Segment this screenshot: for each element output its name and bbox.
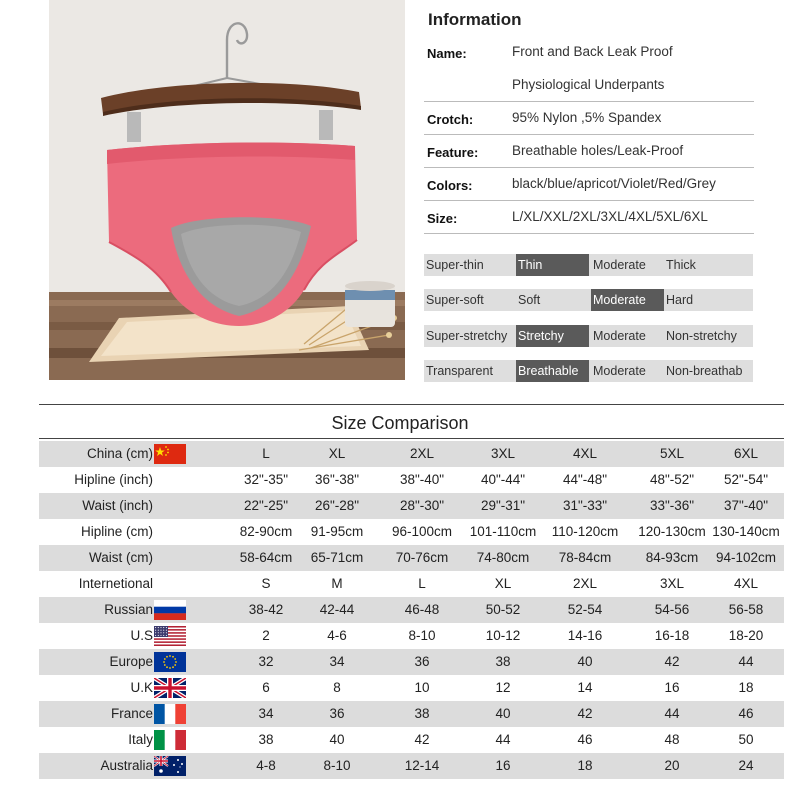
table-cell: 16 <box>495 758 511 773</box>
colors-value: black/blue/apricot/Violet/Red/Grey <box>512 176 716 191</box>
table-cell: 4-6 <box>327 628 347 643</box>
table-cell: 46 <box>738 706 754 721</box>
table-cell: 50 <box>738 732 754 747</box>
row-label: Europe <box>109 654 153 669</box>
attribute-scale <box>424 325 753 347</box>
table-cell: M <box>331 576 343 591</box>
table-cell: 70-76cm <box>395 550 449 565</box>
table-cell: 31"-33" <box>562 498 608 513</box>
name-value-line2: Physiological Underpants <box>512 77 665 92</box>
italy-flag-icon <box>154 730 186 750</box>
scale-option: Super-soft <box>426 293 484 307</box>
row-label: Hipline (inch) <box>74 472 153 487</box>
scale-option: Transparent <box>426 364 493 378</box>
table-row <box>39 597 784 623</box>
china-flag-icon <box>154 444 186 464</box>
row-label: Russian <box>104 602 153 617</box>
uk-flag-icon <box>154 678 186 698</box>
crotch-label: Crotch: <box>427 112 474 127</box>
scale-option-selected: Moderate <box>591 289 664 311</box>
table-cell: 40"-44" <box>480 472 526 487</box>
table-cell: 26"-28" <box>314 498 360 513</box>
table-cell: 10-12 <box>485 628 521 643</box>
table-cell: 16 <box>664 680 680 695</box>
table-cell: 120-130cm <box>638 524 706 539</box>
table-cell: 44 <box>738 654 754 669</box>
scale-option: Soft <box>518 293 541 307</box>
table-row <box>39 753 784 779</box>
table-cell: XL <box>328 446 346 461</box>
table-row <box>39 493 784 519</box>
table-row <box>39 675 784 701</box>
info-divider <box>424 200 754 201</box>
table-cell: 38 <box>258 732 274 747</box>
table-cell: 29"-31" <box>480 498 526 513</box>
scale-option: Non-breathab <box>666 364 743 378</box>
usa-flag-icon <box>154 626 186 646</box>
table-cell: 3XL <box>490 446 516 461</box>
table-cell: 4-8 <box>256 758 276 773</box>
table-row <box>39 649 784 675</box>
table-cell: 20 <box>664 758 680 773</box>
feature-value: Breathable holes/Leak-Proof <box>512 143 684 158</box>
scale-option: Super-thin <box>426 258 484 272</box>
table-cell: 38-42 <box>248 602 284 617</box>
table-cell: 50-52 <box>485 602 521 617</box>
table-cell: 42 <box>414 732 430 747</box>
table-cell: 36 <box>414 654 430 669</box>
row-label: France <box>110 706 153 721</box>
table-row <box>39 519 784 545</box>
table-cell: XL <box>494 576 512 591</box>
info-divider <box>424 134 754 135</box>
table-cell: 40 <box>495 706 511 721</box>
table-cell: 91-95cm <box>310 524 364 539</box>
table-cell: 6XL <box>733 446 759 461</box>
table-row <box>39 727 784 753</box>
table-cell: 46 <box>577 732 593 747</box>
product-photo <box>49 0 405 380</box>
table-cell: 48 <box>664 732 680 747</box>
table-cell: 32 <box>258 654 274 669</box>
scale-option: Hard <box>666 293 694 307</box>
info-divider <box>424 167 754 168</box>
row-label: U.K <box>130 680 153 695</box>
table-cell: S <box>261 576 271 591</box>
table-cell: 12 <box>495 680 511 695</box>
table-cell: 4XL <box>733 576 759 591</box>
row-label: Australia <box>100 758 153 773</box>
table-cell: 18-20 <box>728 628 764 643</box>
scale-option: Thick <box>666 258 696 272</box>
table-row <box>39 441 784 467</box>
table-cell: 18 <box>738 680 754 695</box>
attribute-scale <box>424 360 753 382</box>
table-row <box>39 467 784 493</box>
scale-option-selected: Breathable <box>516 360 589 382</box>
row-label: U.S <box>130 628 153 643</box>
table-cell: 52-54 <box>567 602 603 617</box>
table-cell: 65-71cm <box>310 550 364 565</box>
table-cell: 48"-52" <box>649 472 695 487</box>
table-cell: 110-120cm <box>551 524 619 539</box>
table-cell: 22"-25" <box>243 498 289 513</box>
australia-flag-icon <box>154 756 186 776</box>
table-cell: 38 <box>414 706 430 721</box>
row-label: Italy <box>128 732 153 747</box>
scale-option: Moderate <box>593 364 646 378</box>
info-divider <box>424 101 754 102</box>
table-cell: 36"-38" <box>314 472 360 487</box>
size-label: Size: <box>427 211 458 226</box>
size-value: L/XL/XXL/2XL/3XL/4XL/5XL/6XL <box>512 209 708 224</box>
table-cell: 34 <box>329 654 345 669</box>
table-cell: 5XL <box>659 446 685 461</box>
table-cell: 56-58 <box>728 602 764 617</box>
table-cell: 44"-48" <box>562 472 608 487</box>
row-label: Hipline (cm) <box>80 524 153 539</box>
table-cell: 32"-35" <box>243 472 289 487</box>
table-cell: 8-10 <box>408 628 436 643</box>
table-cell: 24 <box>738 758 754 773</box>
table-cell: 6 <box>262 680 270 695</box>
row-label: Waist (inch) <box>82 498 153 513</box>
table-cell: 94-102cm <box>715 550 777 565</box>
table-row <box>39 545 784 571</box>
name-value-line1: Front and Back Leak Proof <box>512 44 673 59</box>
colors-label: Colors: <box>427 178 473 193</box>
eu-flag-icon <box>154 652 186 672</box>
scale-option: Super-stretchy <box>426 329 508 343</box>
table-cell: 37"-40" <box>723 498 769 513</box>
attribute-scale <box>424 289 753 311</box>
table-cell: 14 <box>577 680 593 695</box>
table-cell: 82-90cm <box>239 524 293 539</box>
table-cell: 16-18 <box>654 628 690 643</box>
table-cell: 44 <box>495 732 511 747</box>
scale-option: Moderate <box>593 258 646 272</box>
table-cell: L <box>418 576 426 591</box>
table-cell: 42 <box>577 706 593 721</box>
table-row <box>39 623 784 649</box>
scale-option: Non-stretchy <box>666 329 737 343</box>
table-row <box>39 701 784 727</box>
table-cell: 18 <box>577 758 593 773</box>
table-cell: 34 <box>258 706 274 721</box>
size-comparison-rule <box>39 438 784 439</box>
crotch-value: 95% Nylon ,5% Spandex <box>512 110 662 125</box>
row-label: Waist (cm) <box>89 550 153 565</box>
table-cell: 12-14 <box>404 758 440 773</box>
table-cell: 44 <box>664 706 680 721</box>
table-cell: 38"-40" <box>399 472 445 487</box>
row-label: Internetional <box>78 576 153 591</box>
table-row <box>39 571 784 597</box>
table-cell: 101-110cm <box>469 524 537 539</box>
table-cell: 4XL <box>572 446 598 461</box>
table-cell: 33"-36" <box>649 498 695 513</box>
table-cell: 38 <box>495 654 511 669</box>
table-cell: 46-48 <box>404 602 440 617</box>
table-cell: 36 <box>329 706 345 721</box>
table-cell: 8 <box>333 680 341 695</box>
table-cell: 74-80cm <box>476 550 530 565</box>
scale-option: Moderate <box>593 329 646 343</box>
table-cell: 52"-54" <box>723 472 769 487</box>
table-cell: 42 <box>664 654 680 669</box>
table-cell: 130-140cm <box>712 524 780 539</box>
table-cell: 84-93cm <box>645 550 699 565</box>
table-cell: 42-44 <box>319 602 355 617</box>
feature-label: Feature: <box>427 145 479 160</box>
table-cell: 40 <box>329 732 345 747</box>
table-cell: 14-16 <box>567 628 603 643</box>
size-comparison-title: Size Comparison <box>331 413 469 433</box>
russia-flag-icon <box>154 600 186 620</box>
name-label: Name: <box>427 46 467 61</box>
france-flag-icon <box>154 704 186 724</box>
info-divider <box>424 233 754 234</box>
table-cell: 2XL <box>572 576 598 591</box>
table-cell: 96-100cm <box>391 524 453 539</box>
size-comparison-rule <box>39 404 784 405</box>
table-cell: L <box>262 446 270 461</box>
table-cell: 10 <box>414 680 430 695</box>
table-cell: 8-10 <box>323 758 351 773</box>
table-cell: 28"-30" <box>399 498 445 513</box>
row-label: China (cm) <box>86 446 153 461</box>
table-cell: 78-84cm <box>558 550 612 565</box>
attribute-scale <box>424 254 753 276</box>
table-cell: 3XL <box>659 576 685 591</box>
table-cell: 40 <box>577 654 593 669</box>
table-cell: 2 <box>262 628 270 643</box>
scale-option-selected: Thin <box>516 254 589 276</box>
table-cell: 2XL <box>409 446 435 461</box>
table-cell: 54-56 <box>654 602 690 617</box>
product-illustration <box>49 0 405 380</box>
scale-option-selected: Stretchy <box>516 325 589 347</box>
info-title: Information <box>428 10 522 29</box>
table-cell: 58-64cm <box>239 550 293 565</box>
